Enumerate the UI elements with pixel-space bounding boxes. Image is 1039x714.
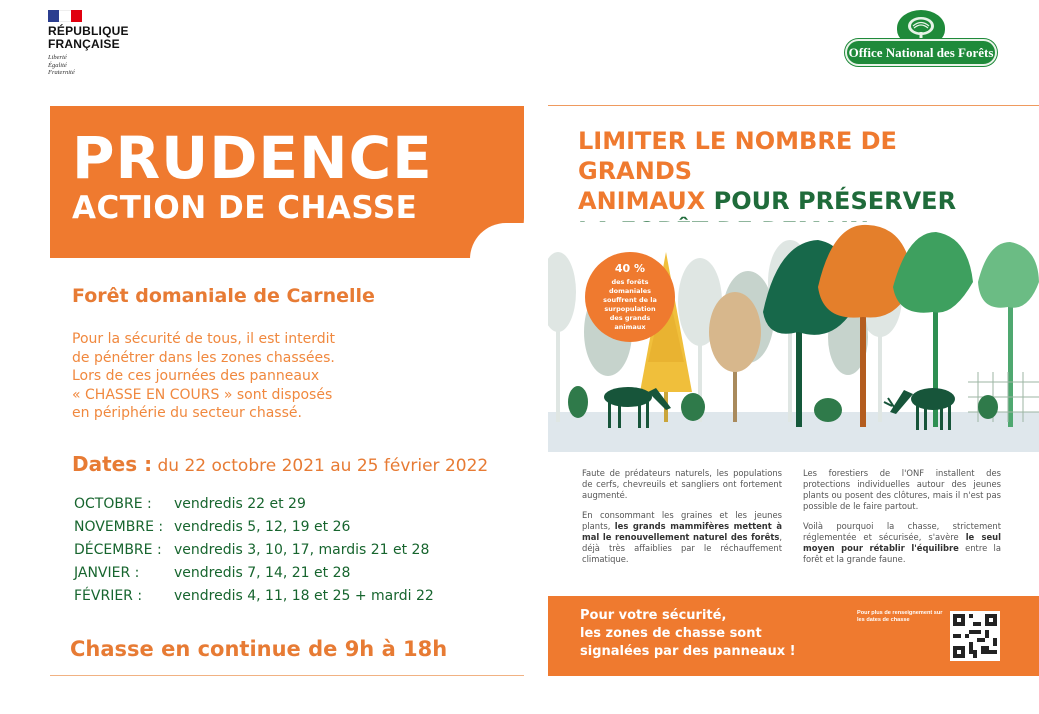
onf-logo [845,10,1000,70]
schedule-row [74,561,434,584]
schedule-row [74,538,434,561]
poster-title-orange: ANIMAUX [578,187,714,215]
forest-name: Forêt domaniale de Carnelle [72,285,375,307]
schedule-days: vendredis 3, 10, 17, mardis 21 et 28 [174,541,430,558]
banner-subtitle: ACTION DE CHASSE [72,190,418,226]
poster-text-col2 [803,468,1001,574]
stat-line: domaniales [608,287,652,295]
motto-fraternite: Fraternité [48,69,75,76]
dates-label: Dates : [72,452,153,476]
schedule-month: NOVEMBRE : [74,518,164,535]
stat-badge [585,252,675,342]
intro-line: Pour la sécurité de tous, il est interdit [72,331,335,347]
poster-title-green: POUR PRÉSERVER [713,187,957,215]
dates-heading [72,452,488,476]
hunt-hours: Chasse en continue de 9h à 18h [70,637,448,661]
poster-paragraph: Voilà pourquoi la chasse, strictement réglementée et sécurisée, s'avère le seul moyen pour rétablir l'équilibre entre la forêt et la grande faune. [803,521,1001,564]
stat-line: surpopulation [604,305,656,313]
schedule-month: OCTOBRE : [74,495,152,512]
poster-text-col1 [582,468,782,574]
schedule-row [74,515,434,538]
poster-paragraph: En consommant les graines et les jeunes plants, les grands mammifères mettent à mal le renouvellement naturel des forêts, déjà très affaiblies par le réchauffement climatique. [582,510,783,564]
schedule-month: JANVIER : [74,564,140,581]
schedule-days: vendredis 7, 14, 21 et 28 [174,564,351,581]
poster-title-line2 [578,186,1018,216]
schedule-month: FÉVRIER : [74,587,143,604]
motto-egalite: Égalité [48,61,67,69]
poster-footer [548,596,1039,676]
stat-line: animaux [614,323,646,331]
schedule-row [74,492,434,515]
forest-illustration [548,222,1039,452]
divider [548,105,1039,106]
schedule-days: vendredis 5, 12, 19 et 26 [174,518,351,535]
schedule-row [74,584,434,607]
schedule-days: vendredis 4, 11, 18 et 25 + mardi 22 [174,587,434,604]
rf-motto [48,54,158,77]
qr-code-icon[interactable] [950,611,1000,661]
intro-line: Lors de ces journées des panneaux [72,368,320,384]
poster-paragraph: Les forestiers de l'ONF installent des protections individuelles autour des jeunes plants ou posent des clôtures, mais il n'est pas possible de le faire partout. [803,468,1001,511]
prudence-banner [50,106,524,258]
intro-line: de pénétrer dans les zones chassées. [72,349,335,366]
stat-value: 40 % [614,262,646,275]
intro-line: « CHASSE EN COURS » sont disposés [72,386,333,403]
onf-name: Office National des Forêts [845,39,997,66]
footer-info: Pour plus de renseignement sur les dates de chasse [857,610,943,623]
rf-name-line2: FRANÇAISE [48,37,120,51]
footer-message: Pour votre sécurité, les zones de chasse sont signalées par des panneaux ! [580,608,796,659]
republique-francaise-logo [48,10,158,77]
divider [50,675,524,676]
dates-range: du 22 octobre 2021 au 25 février 2022 [152,456,489,476]
poster-title-line1: LIMITER LE NOMBRE DE GRANDS [578,127,897,185]
motto-liberte: Liberté [48,54,67,61]
hunt-schedule [74,492,434,607]
intro-line: en périphérie du secteur chassé. [72,405,302,421]
schedule-month: DÉCEMBRE : [74,541,162,558]
schedule-days: vendredis 22 et 29 [174,495,306,512]
banner-title: PRUDENCE [72,124,433,192]
stat-line: souffrent de la [603,296,657,304]
stat-line: des grands [609,314,651,322]
french-flag-icon [48,10,82,22]
rf-name-line1: RÉPUBLIQUE [48,24,129,38]
stat-line: des forêts [611,278,649,286]
intro-text [72,330,402,423]
poster-paragraph: Faute de prédateurs naturels, les populations de cerfs, chevreuils et sangliers ont fortement augmenté. [582,468,782,500]
